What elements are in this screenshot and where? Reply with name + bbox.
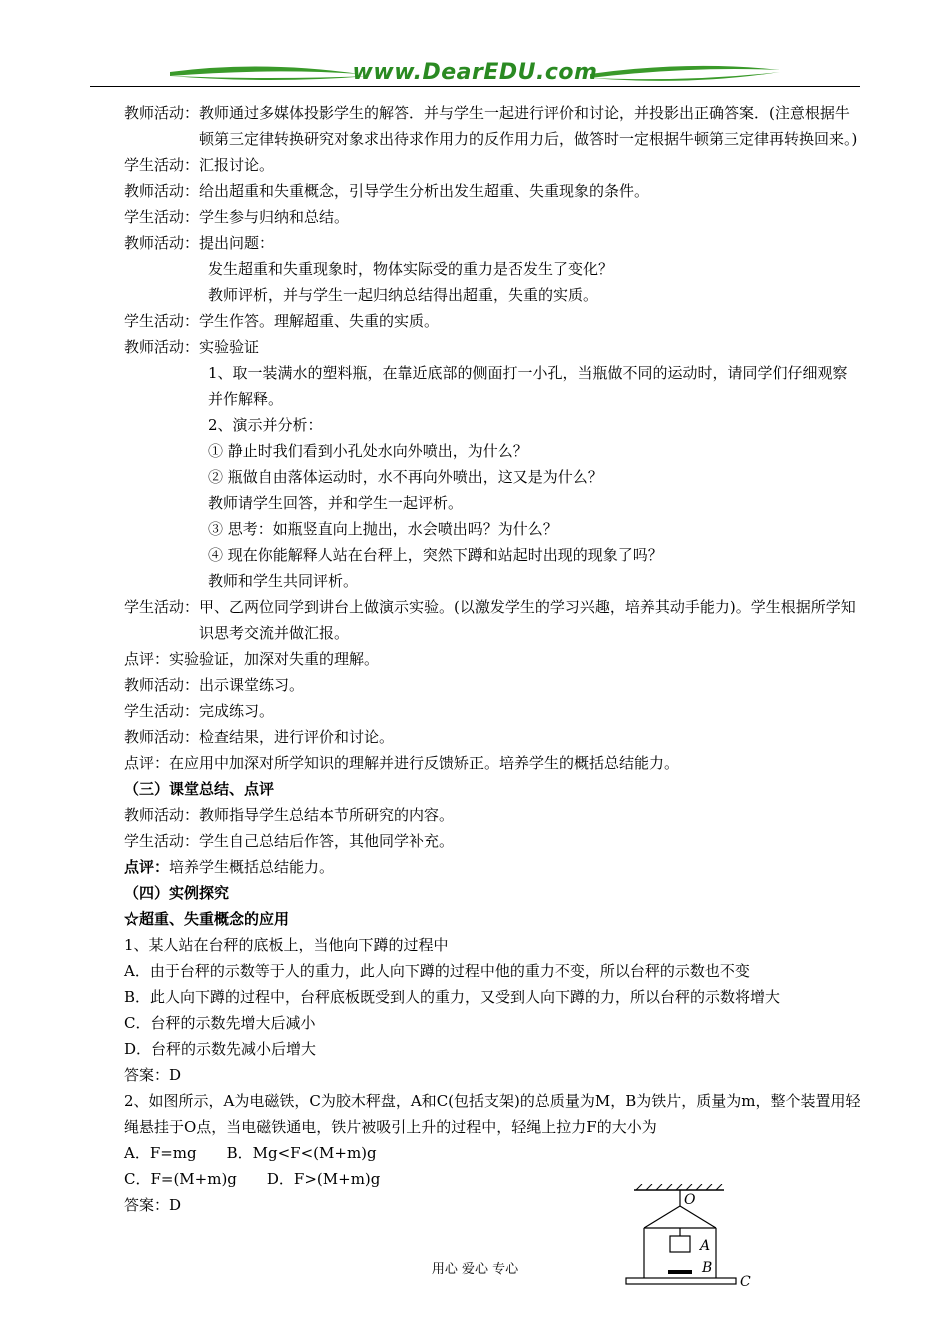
document-body	[124, 100, 862, 1218]
question-option: C．F=(M+m)g D．F>(M+m)g	[124, 1170, 381, 1188]
activity-block: 学生活动： 学生自己总结后作答，其他同学补充。	[124, 832, 455, 850]
activity-block: 学生活动： 学生作答。理解超重、失重的实质。	[124, 312, 440, 330]
activity-block: 学生活动： 汇报讨论。	[124, 156, 275, 174]
activity-block: 学生活动： 甲、乙两位同学到讲台上做演示实验。(以激发学生的学习兴趣，培养其动手能力)。学生根据所学知识思考交流并做汇报。	[124, 598, 856, 642]
label-o: O	[684, 1192, 696, 1208]
section-heading: （三）课堂总结、点评	[124, 780, 275, 798]
label-b: B	[702, 1260, 713, 1276]
topic-heading: ☆超重、失重概念的应用	[124, 910, 290, 928]
activity-block: 教师活动： 教师指导学生总结本节所研究的内容。	[124, 806, 455, 824]
label-a: A	[700, 1238, 711, 1254]
activity-block: 学生活动： 学生参与归纳和总结。	[124, 208, 350, 226]
activity-block: 教师活动： 出示课堂练习。	[124, 676, 305, 694]
activity-block: 学生活动： 完成练习。	[124, 702, 275, 720]
sub-line: ③ 思考：如瓶竖直向上抛出，水会喷出吗？为什么？	[208, 520, 558, 538]
apparatus-drawing	[618, 1184, 768, 1294]
question-option: C．台秤的示数先增大后减小	[124, 1014, 316, 1032]
activity-block: 教师活动： 给出超重和失重概念，引导学生分析出发生超重、失重现象的条件。	[124, 182, 650, 200]
page-footer: 用心 爱心 专心	[431, 1262, 519, 1277]
sub-line: 发生超重和失重现象时，物体实际受的重力是否发生了变化？	[208, 260, 614, 278]
apparatus-diagram	[618, 1184, 768, 1294]
activity-block: 点评： 实验验证，加深对失重的理解。	[124, 650, 380, 668]
site-name[interactable]: www.DearEDU.com	[352, 60, 598, 85]
question-stem: 1、某人站在台秤的底板上，当他向下蹲的过程中	[124, 936, 449, 954]
sub-line: ① 静止时我们看到小孔处水向外喷出，为什么？	[208, 442, 528, 460]
activity-block: 教师活动： 实验验证	[124, 338, 260, 356]
question-answer: 答案：D	[124, 1196, 182, 1214]
section-heading: （四）实例探究	[124, 884, 230, 902]
activity-block: 教师活动： 教师通过多媒体投影学生的解答．并与学生一起进行评价和讨论，并投影出正确答案．(注意根据牛顿第三定律转换研究对象求出待求作用力的反作用力后，做答时一定根据牛顿第三定律再转换回来。)	[124, 104, 858, 148]
header-divider	[90, 86, 860, 87]
activity-block: 教师活动： 检查结果，进行评价和讨论。	[124, 728, 395, 746]
question-option: A．由于台秤的示数等于人的重力，此人向下蹲的过程中他的重力不变，所以台秤的示数也不变	[124, 962, 750, 980]
sub-line: 1、取一装满水的塑料瓶，在靠近底部的侧面打一小孔，当瓶做不同的运动时，请同学们仔细观察并作解释。	[208, 364, 848, 408]
sub-line: ④ 现在你能解释人站在台秤上，突然下蹲和站起时出现的现象了吗？	[208, 546, 663, 564]
sub-line: 教师和学生共同评析。	[208, 572, 359, 590]
question-stem: 2、如图所示，A为电磁铁，C为胶木秤盘，A和C(包括支架)的总质量为M，B为铁片，质量为m，整个装置用轻绳悬挂于O点，当电磁铁通电，铁片被吸引上升的过程中，轻绳上拉力F的大小为	[124, 1092, 861, 1136]
activity-block: 点评： 在应用中加深对所学知识的理解并进行反馈矫正。培养学生的概括总结能力。	[124, 754, 680, 772]
sub-line: 教师请学生回答，并和学生一起评析。	[208, 494, 464, 512]
question-option: A．F=mg B．Mg<F<(M+m)g	[124, 1144, 377, 1162]
question-option: D．台秤的示数先减小后增大	[124, 1040, 317, 1058]
question-option: B．此人向下蹲的过程中，台秤底板既受到人的重力，又受到人向下蹲的力，所以台秤的示数将增大	[124, 988, 781, 1006]
question-answer: 答案：D	[124, 1066, 182, 1084]
label-c: C	[740, 1274, 751, 1290]
sub-line: 教师评析，并与学生一起归纳总结得出超重，失重的实质。	[208, 286, 599, 304]
comment-block: 点评： 培养学生概括总结能力。	[124, 858, 335, 876]
sub-line: ② 瓶做自由落体运动时，水不再向外喷出，这又是为什么？	[208, 468, 603, 486]
sub-line: 2、演示并分析：	[208, 416, 323, 434]
activity-block: 教师活动： 提出问题：	[124, 234, 275, 252]
